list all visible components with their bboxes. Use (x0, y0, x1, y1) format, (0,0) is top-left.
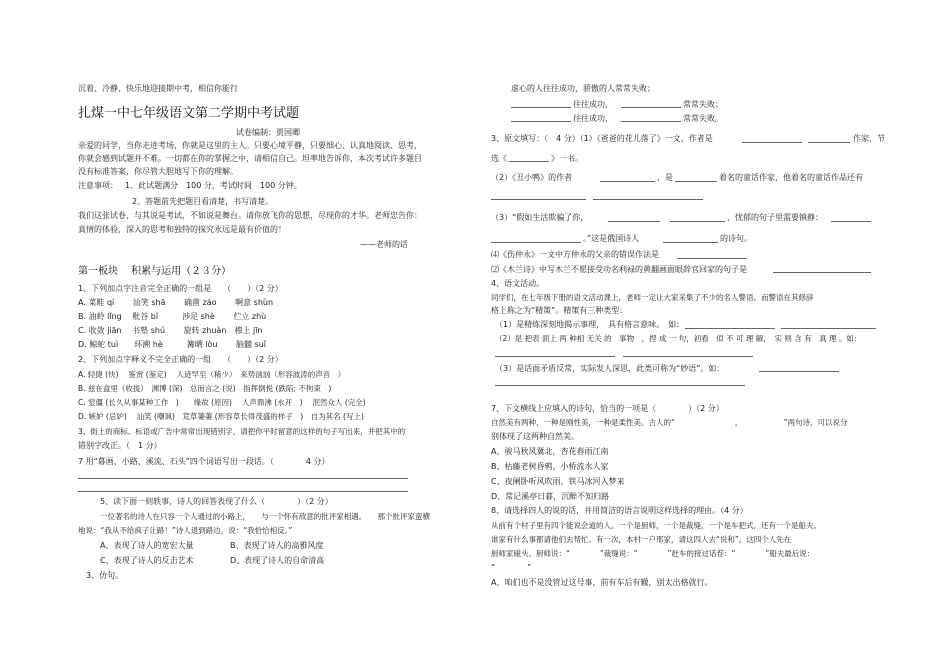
q4-type-3-blank-1 (759, 371, 839, 372)
q1-option-a: A. 菜畦 qí 汕笑 shā 确凿 záo 啊意 shùn (78, 298, 274, 307)
teacher-sign: ——老师的话 (360, 240, 408, 249)
q7r-text-1: 自然美有两种，一种是刚性美，一种是柔性美。古人的“ ， ”两句诗，可以说分 (491, 418, 848, 427)
exam-editor: 试卷编制：贾国卿 (236, 128, 300, 137)
imitate-line-2a: 往往成功， (573, 114, 613, 123)
q8-text-1: 从前有个村子里有四个能说会道的人。一个是厨师，一个是裁缝，一个是车把式，还有一个是船夫。 (491, 521, 821, 530)
q3-line-1: 3、街上的商标、标语或广告中常常出现错别字，请把你平时留意的这样的句子写出来，并把其中的 (78, 427, 406, 436)
q3c-tail: ，忧郁的句子里需要镇静： (727, 213, 823, 222)
q5-option-b: B、表现了诗人的高雅风度 (230, 541, 324, 550)
q7r-stem: 7、下文横线上应填入的诗句，恰当的一项是（ ）（2 分） (491, 404, 724, 413)
notes-label: 注意事项： (78, 181, 118, 190)
q7r-option-c: C、夜阑卧听风吹雨，铁马冰河入梦来 (491, 477, 625, 486)
imitate-blank-1 (511, 107, 571, 108)
q4-type-1-blank-2 (781, 328, 876, 329)
q3b-mid: ，是 (657, 173, 673, 182)
q1-option-b: B. 油蛉 lǐng 秕谷 bǐ 涉足 shè 伫立 zhù (78, 312, 267, 321)
q3a-blank-1 (742, 142, 802, 143)
q8-option-a: A、咱们也不是没管过这号事，前有车后有辙，别太出格就行。 (491, 578, 713, 587)
q5-option-d: D、表现了诗人的自命清高 (230, 556, 325, 565)
intro-line-2: 你就会感到试题并不难。一切都在你的掌握之中，请相信自己。坦率地告诉你，本次考试许多题目 (78, 154, 422, 163)
imitate-line-1b: 常常失败； (683, 100, 723, 109)
imitate-heading: 3、仿句。 (86, 571, 124, 580)
notes-2: 2、答题前先把题目看清楚，书写清楚。 (132, 197, 274, 206)
q3c-blank-3 (831, 221, 871, 222)
motto: 沉着、冷静、快乐地迎接期中考，相信你能行 (78, 84, 238, 93)
q3b-blank-4 (593, 199, 703, 200)
q7r-option-a: A、骏马秋风冀北，杏花春雨江南 (491, 447, 609, 456)
q3c-line-2: 。”这是俄国诗人 (583, 234, 640, 243)
q3a-text: 3、原文填写：（ 4 分）（1）《爸爸的花儿落了》一文，作者是 (491, 134, 713, 143)
imitate-line-1a: 往往成功， (573, 100, 613, 109)
q7r-option-d: D、常记溪亭日暮，沉醉不知归路 (491, 492, 610, 501)
q8-text-2: 谁家有什么事都请他们去帮忙。有一次，本村一户邢家，请这四人去“说和”。这四个人先在 (491, 535, 792, 544)
q3c-text: （3）“假如生活欺骗了你， (491, 213, 589, 222)
q3b-blank-3 (491, 199, 586, 200)
q3c-poet-blank (663, 242, 718, 243)
q3a-book-blank (509, 161, 549, 162)
q7-answer-line-2 (78, 491, 408, 492)
q4-type-3-blank-2 (495, 385, 745, 386)
q4-type-1: （1）是精炼深刻地揭示事理， 具有格言意味。 如： (495, 320, 685, 329)
q5-option-a: A、表现了诗人的宽宏大量 (100, 541, 194, 550)
section-1-heading: 第一板块 积累与运用（２３分） (78, 266, 232, 277)
q3a-tail: 作家，节 (853, 134, 885, 143)
q3c-blank-2 (670, 221, 725, 222)
q2-option-a: A. 轻捷 (快) 鉴赏 (鉴定) 人迹罕至（稀少） 来势汹汹（形容波涛的声音 ） (78, 370, 346, 379)
q4-type-3: （3）是话面矛盾反常，实际发人深思，此类可称为“妙语”。如： (495, 364, 725, 373)
intro-line-3: 没有标准答案，你尽管大胆地写下你的理解。 (78, 167, 238, 176)
q3b-blank-1 (600, 181, 655, 182)
q5-stem: 5、读下面一则轶事，诗人的回答表现了什么（ ）（2 分） (100, 497, 333, 506)
q2-option-b: B. 兹在盒里（收拢） 渊博 (深) 总而言之 (说) 指挥倒悦 (跌陷; 不拘束 ) (78, 384, 332, 393)
imitate-blank-3 (511, 121, 571, 122)
q1-stem: 1、下列加点字注音完全正确的一组是 （ ）（2 分） (78, 284, 283, 293)
q3b-text: （2）《丑小鸭》的作者 (491, 173, 573, 182)
q3b-tail: 着名的童话作家，他着名的童话作品还有 (719, 173, 863, 182)
q3c-line-2-end: 的诗句。 (720, 234, 752, 243)
q4-type-2: （2）是 把表 面上 两 种相 无关 的 事物 ，捏 成 一 句，初看 似 不 可 理 解， 实 则 含 有 真 理 。如： (495, 334, 862, 343)
q3c-blank-1 (608, 221, 660, 222)
q1-option-d: D. 鲸蛇 tuì 环溯 hè 篝晒 lòu 脑髓 suǐ (78, 340, 267, 349)
advice-line-2: 真情的体验，深入的思考和独特的探究永远是最有价值的！ (78, 225, 286, 234)
imitate-example: 虚心的人往往成功，骄傲的人常常失败； (511, 84, 655, 93)
imitate-blank-4 (621, 121, 681, 122)
q3a-blank-2 (808, 142, 850, 143)
imitate-line-2b: 常常失败。 (683, 114, 723, 123)
q7r-option-b: B、枯藤老树昏鸦，小桥流水人家 (491, 462, 609, 471)
right-page (475, 0, 950, 672)
q2-option-d: D. 嫉妒 (忌妒) 汕笑 (嘲讽) 荒草萋萋 (形容草长得茂盛的样子 ) 自为其名 (写上) (78, 412, 364, 421)
q3c-blank-4 (491, 242, 581, 243)
q4-type-2-blank-1 (495, 356, 615, 357)
q3a-line-2-tail: 》一书。 (551, 154, 583, 163)
intro-line-1: 亲爱的同学，当你走进考场，你就是这里的主人。只要心境平静，只要细心、认真地阅读、思考， (78, 141, 422, 150)
q5-option-c: C、表现了诗人的反击艺术 (100, 556, 194, 565)
notes-1: 1、此试题满分 100 分，考试时间 100 分钟。 (125, 181, 302, 190)
q4-heading: 4、语文活动。 (491, 279, 545, 288)
q8-text-3: 厨师家碰头。厨师说：“ ”裁缝说：“ ”赶车的接过话茬：“ ”船夫最后说： (491, 549, 815, 558)
q7-answer-line-1 (78, 478, 408, 479)
q3a-line-2: 选《 (491, 154, 507, 163)
q3e-text: ⑵《木兰诗》中写木兰不愿接受功名利禄的黄翻画面眼辞官回家的句子是 (491, 265, 747, 274)
q4-text-2: 格上称之为“精策”。精策有三种类型： (491, 306, 628, 315)
q3d-blank (677, 258, 747, 259)
q8-text-4: “ ” (491, 563, 532, 572)
q7r-text-2: 别体现了这两种自然美。 (491, 432, 579, 441)
q3-line-2: 错别字改正。（ 1 分） (78, 441, 162, 450)
imitate-blank-2 (621, 107, 681, 108)
q7-stem: 7 用“暮画、小路、溪流、石头”四个词语写出一段话。（ 4 分） (78, 457, 330, 466)
q1-option-c: C. 收敛 jiān 书塾 shú 旋转 zhuàn 穆上 jīn (78, 326, 263, 335)
q2-stem: 2、下列加点字释义不完全正确的一组 （ ）（2 分） (78, 355, 283, 364)
q3e-blank (773, 272, 871, 273)
exam-title: 扎煤一中七年级语文第二学期中考试题 (78, 106, 300, 121)
advice-line-1: 我们这张试卷，与其说是考试，不如说是舞台。请你放飞你的思想，尽现你的才华。老师忠告你： (78, 211, 422, 220)
q5-text-1: 一位著名的诗人在只容一个人通过的小路上， 与一个怀有敌意的批评家相遇。 那个批评家蛮横 (100, 512, 430, 521)
q5-text-2: 地说：“我从不给疯子让路！”诗人退到路边，说：“我恰恰相反。” (78, 526, 293, 535)
q4-text-1: 同学们，在七年级下册的语文活动课上，老师一定让大家采集了不少的名人警语。而警语在其修辞 (491, 293, 814, 302)
q4-type-2-blank-2 (623, 356, 753, 357)
q2-option-c: C. 窒僵 (长久从事某种工作 ) 缘故 (原因) 人声鼎沸 (水开 ) 泯然众人 (完全) (78, 398, 366, 407)
q3d-text: ⑷《伤仲永》一文中方仲永的父亲的错误作法是 (491, 250, 659, 259)
q8-stem: 8、请选择四人的说的话，并用简洁的语言说明这样选择的理由。（4 分） (491, 506, 748, 515)
q4-type-1-blank-1 (685, 328, 775, 329)
q3b-blank-2 (675, 181, 717, 182)
